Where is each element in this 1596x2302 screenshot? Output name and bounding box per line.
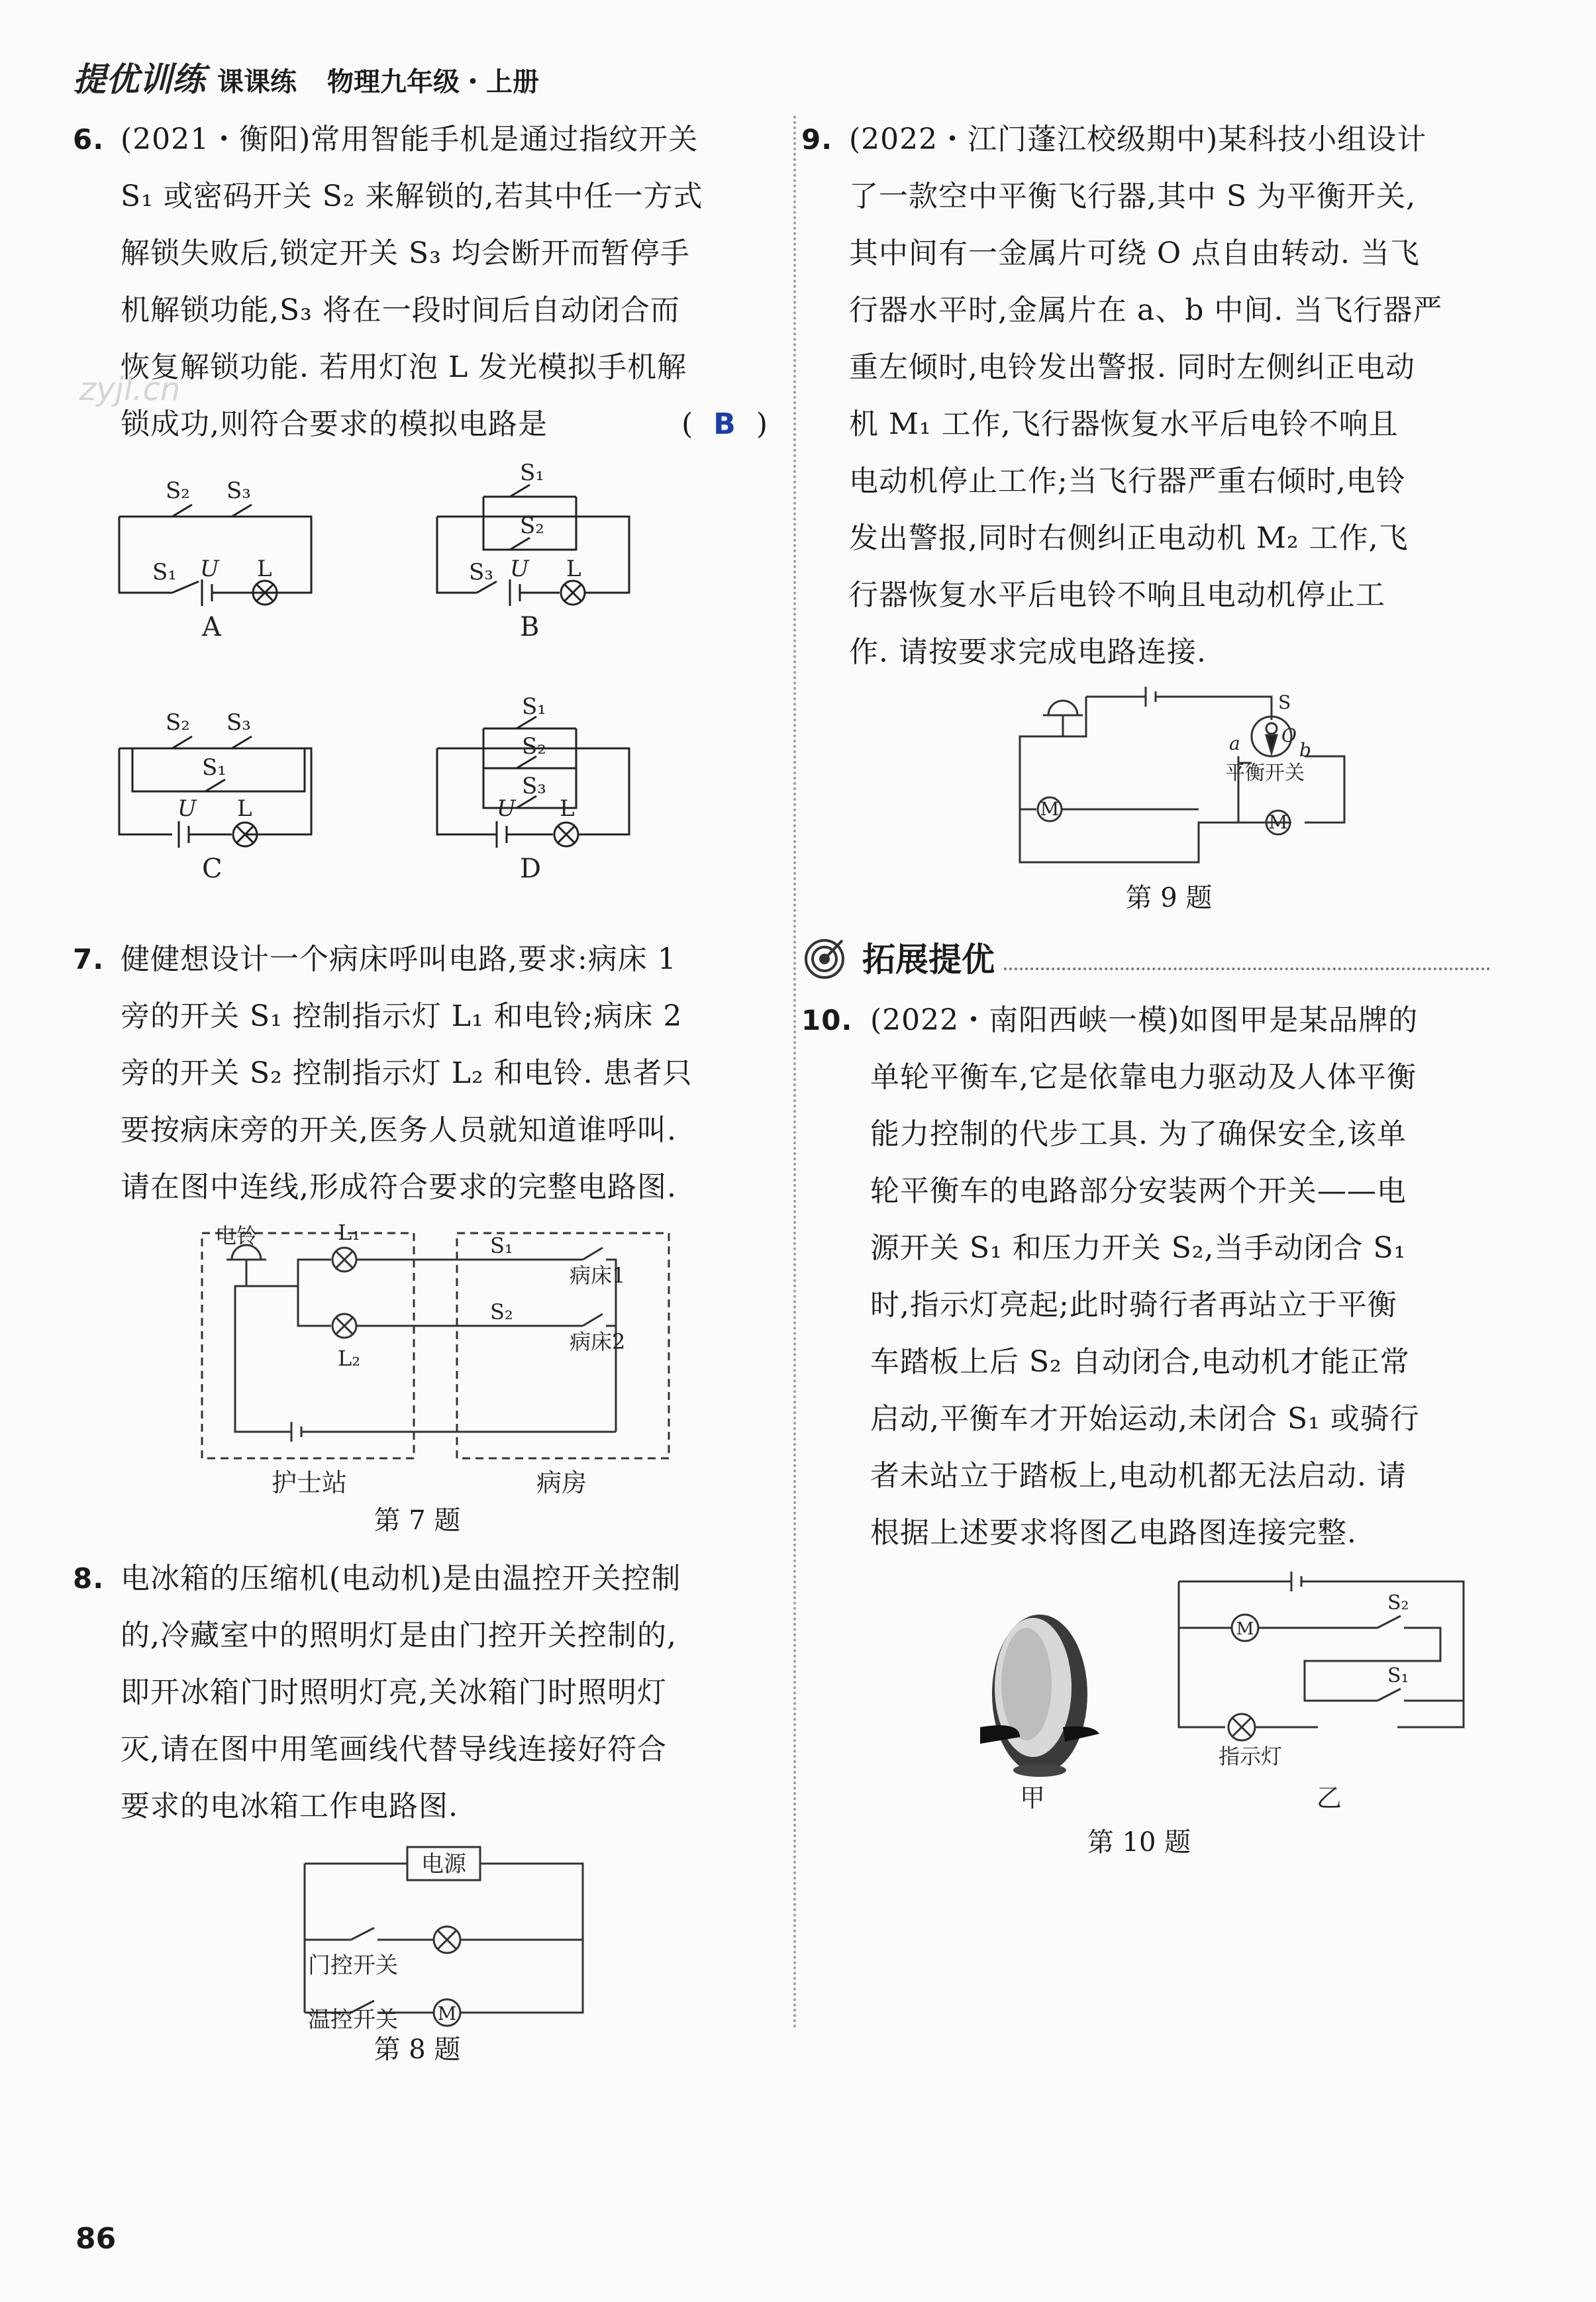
text-line: 车踏板上后 S₂ 自动闭合,电动机才能正常 <box>870 1345 1410 1379</box>
left-column <box>73 111 775 2066</box>
text-line: 要按病床旁的开关,医务人员就知道谁呼叫. <box>121 1113 677 1147</box>
label-s3: S₃ <box>522 773 546 799</box>
fig-yi-label: 乙 <box>1317 1783 1342 1813</box>
label-s1: S₁ <box>520 464 544 486</box>
text-line: 即开冰箱门时照明灯亮,关冰箱门时照明灯 <box>121 1676 667 1709</box>
text-line: 行器水平时,金属片在 a、b 中间. 当飞行器严 <box>849 293 1443 327</box>
text-line: 的,冷藏室中的照明灯是由门控开关控制的, <box>121 1619 677 1652</box>
page-header <box>73 53 539 99</box>
text-line: 要求的电冰箱工作电路图. <box>121 1789 458 1823</box>
page-number: 86 <box>75 2222 117 2256</box>
m2-label: M <box>1268 811 1288 833</box>
option-c: C <box>202 854 223 884</box>
text-line: 根据上述要求将图乙电路图连接完整. <box>870 1516 1357 1550</box>
answer-value: B <box>713 407 736 441</box>
text-line: 机 M₁ 工作,飞行器恢复水平后电铃不响且 <box>849 407 1399 441</box>
s2-label: S₂ <box>1387 1591 1409 1615</box>
text-line <box>121 396 775 453</box>
q10-figure <box>801 1568 1510 1827</box>
text-line: 作. 请按要求完成电路连接. <box>849 635 1207 669</box>
lamp-label: 指示灯 <box>1219 1744 1283 1769</box>
q7-figure <box>73 1220 775 1505</box>
answer-bracket: ( B ) <box>681 407 768 441</box>
label-s2: S₂ <box>520 513 544 539</box>
temp-switch-label: 温控开关 <box>308 2007 398 2032</box>
motor-label: M <box>1236 1619 1254 1639</box>
label-s2: S₂ <box>522 733 546 760</box>
text-line: 启动,平衡车才开始运动,未闭合 S₁ 或骑行 <box>870 1402 1420 1436</box>
power-label: 电源 <box>421 1851 466 1877</box>
q8-caption: 第 8 题 <box>374 2034 461 2065</box>
text-line: 能力控制的代步工具. 为了确保安全,该单 <box>870 1117 1407 1151</box>
text-line: 发出警报,同时右侧纠正电动机 M₂ 工作,飞 <box>849 521 1409 555</box>
label-l: L <box>566 556 581 582</box>
label-u: U <box>200 556 219 582</box>
label-s1: S₁ <box>522 693 546 720</box>
series-title: 课课练 <box>217 67 297 97</box>
text-line: 者未站立于踏板上,电动机都无法启动. 请 <box>870 1459 1407 1493</box>
nurse-station-label: 护士站 <box>272 1468 348 1497</box>
balance-switch-label: 平衡开关 <box>1225 762 1305 785</box>
question-text <box>121 931 775 1216</box>
text-line: 灭,请在图中用笔画线代替导线连接好符合 <box>121 1732 667 1766</box>
subject-title: 物理九年级・上册 <box>327 67 539 97</box>
question-text <box>121 111 775 453</box>
text-line: 源开关 S₁ 和压力开关 S₂,当手动闭合 S₁ <box>870 1231 1407 1265</box>
question-7 <box>73 931 775 1216</box>
brand-title: 提优训练 <box>73 60 205 99</box>
question-6 <box>73 111 775 453</box>
q9-caption: 第 9 题 <box>1125 883 1213 913</box>
label-s1: S₁ <box>152 559 177 585</box>
text-line: (2022・南阳西峡一模)如图甲是某品牌的 <box>870 1003 1419 1037</box>
s1-label: S₁ <box>490 1233 513 1258</box>
q7-caption: 第 7 题 <box>374 1505 461 1536</box>
motor-label: M <box>437 2003 457 2025</box>
question-number: 8. <box>73 1562 105 1595</box>
question-number: 7. <box>73 943 105 976</box>
label-s1: S₁ <box>202 754 226 781</box>
question-text <box>849 111 1510 681</box>
label-s3: S₃ <box>469 559 493 585</box>
question-8 <box>73 1550 775 1835</box>
s-label: S <box>1278 691 1291 713</box>
text-line: 轮平衡车的电路部分安装两个开关——电 <box>870 1174 1407 1208</box>
question-10 <box>801 992 1510 1562</box>
option-b: B <box>520 612 540 642</box>
text-line-last: 锁成功,则符合要求的模拟电路是 <box>121 407 548 441</box>
question-text <box>121 1550 775 1835</box>
section-title: 拓展提优 <box>862 940 995 979</box>
unicycle-picture <box>980 1615 1099 1777</box>
l1-label: L₁ <box>338 1220 361 1245</box>
q9-figure <box>801 683 1510 882</box>
o-label: O <box>1281 725 1297 746</box>
label-s2: S₂ <box>166 477 190 504</box>
label-s3: S₃ <box>226 477 251 504</box>
question-9 <box>801 111 1510 681</box>
q10-caption: 第 10 题 <box>1087 1827 1191 1858</box>
l2-label: L₂ <box>338 1346 361 1371</box>
column-divider <box>793 116 796 2030</box>
a-label: a <box>1229 732 1240 754</box>
text-line: 电冰箱的压缩机(电动机)是由温控开关控制 <box>121 1562 681 1595</box>
text-line: 了一款空中平衡飞行器,其中 S 为平衡开关, <box>849 179 1417 213</box>
text-line: 其中间有一金属片可绕 O 点自由转动. 当飞 <box>849 236 1421 270</box>
section-rule <box>1004 968 1490 970</box>
label-l: L <box>560 795 575 822</box>
question-number: 10. <box>801 1004 853 1036</box>
text-line: 请在图中连线,形成符合要求的完整电路图. <box>121 1170 677 1204</box>
text-line: 行器恢复水平后电铃不响且电动机停止工 <box>849 578 1385 612</box>
label-u: U <box>497 795 516 822</box>
text-line: 时,指示灯亮起;此时骑行者再站立于平衡 <box>870 1288 1397 1322</box>
label-l: L <box>257 556 272 582</box>
text-line: 电动机停止工作;当飞行器严重右倾时,电铃 <box>849 464 1406 498</box>
q8-figure <box>73 1840 775 2032</box>
q6-circuits <box>73 464 775 940</box>
text-line: S₁ 或密码开关 S₂ 来解锁的,若其中任一方式 <box>121 179 703 213</box>
m1-label: M <box>1040 798 1060 820</box>
label-u: U <box>510 556 529 582</box>
bed2-label: 病床2 <box>570 1329 626 1354</box>
text-line: 恢复解锁功能. 若用灯泡 L 发光模拟手机解 <box>121 350 687 384</box>
option-d: D <box>520 854 542 884</box>
text-line: (2021・衡阳)常用智能手机是通过指纹开关 <box>121 123 699 156</box>
ward-label: 病房 <box>536 1468 587 1497</box>
target-icon <box>801 934 848 980</box>
text-line: (2022・江门蓬江校级期中)某科技小组设计 <box>849 123 1427 156</box>
s2-label: S₂ <box>490 1299 513 1325</box>
text-line: 旁的开关 S₂ 控制指示灯 L₂ 和电铃. 患者只 <box>121 1056 693 1090</box>
label-u: U <box>177 795 197 822</box>
bed1-label: 病床1 <box>570 1263 626 1288</box>
question-number: 6. <box>73 123 105 156</box>
question-10-block <box>801 992 1510 1859</box>
s1-label: S₁ <box>1387 1664 1409 1687</box>
text-line: 健健想设计一个病床呼叫电路,要求:病床 1 <box>121 942 677 976</box>
right-column <box>801 111 1510 915</box>
label-s2: S₂ <box>166 709 190 736</box>
text-line: 单轮平衡车,它是依靠电力驱动及人体平衡 <box>870 1060 1417 1094</box>
label-s3: S₃ <box>226 709 251 736</box>
option-a: A <box>202 612 221 642</box>
b-label: b <box>1299 739 1311 761</box>
text-line: 机解锁功能,S₃ 将在一段时间后自动闭合而 <box>121 293 680 327</box>
fig-jia-label: 甲 <box>1020 1783 1046 1813</box>
text-line: 旁的开关 S₁ 控制指示灯 L₁ 和电铃;病床 2 <box>121 999 683 1033</box>
section-heading <box>801 934 1490 980</box>
door-switch-label: 门控开关 <box>308 1952 398 1979</box>
question-number: 9. <box>801 123 833 156</box>
watermark: zyjl.cn <box>79 371 181 408</box>
question-text <box>870 992 1510 1562</box>
label-l: L <box>237 795 252 822</box>
bell-label: 电铃 <box>215 1223 258 1248</box>
text-line: 解锁失败后,锁定开关 S₃ 均会断开而暂停手 <box>121 236 690 270</box>
text-line: 重左倾时,电铃发出警报. 同时左侧纠正电动 <box>849 350 1415 384</box>
